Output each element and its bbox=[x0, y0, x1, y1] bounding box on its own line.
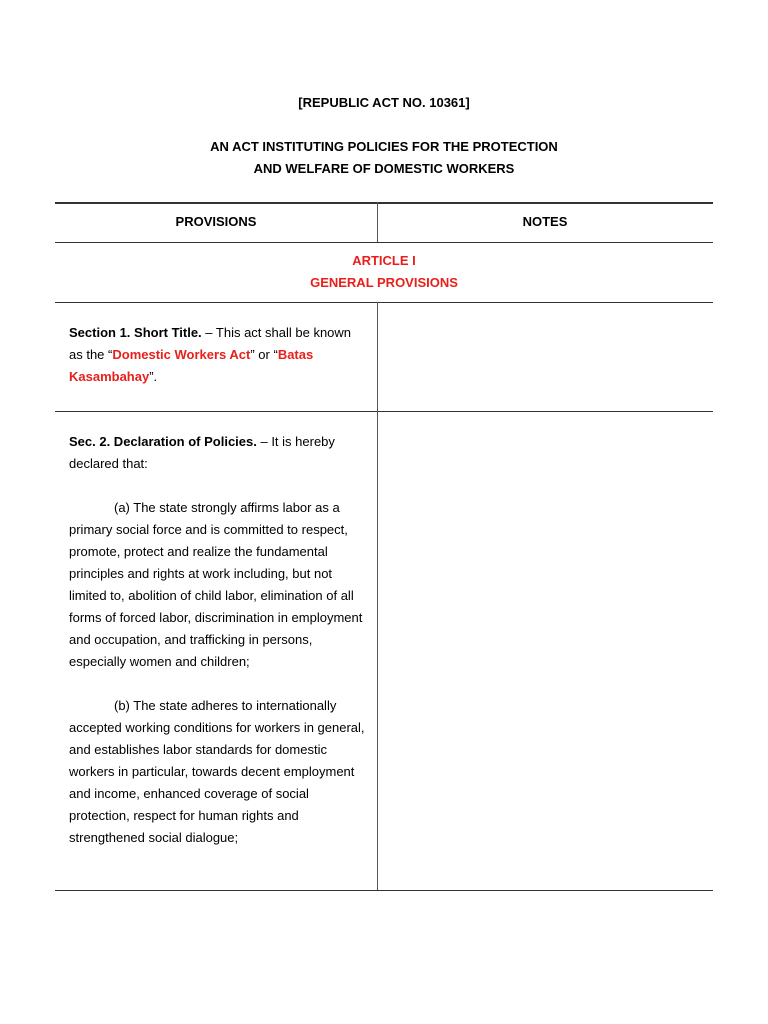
section1-provision bbox=[69, 322, 365, 388]
section1-bottom-rule bbox=[55, 411, 713, 412]
section2-intro: – It is hereby declared that: bbox=[69, 434, 335, 471]
provisions-table bbox=[55, 202, 713, 890]
article-heading bbox=[55, 250, 713, 294]
article-name: GENERAL PROVISIONS bbox=[310, 275, 458, 290]
section1-heading: Section 1. Short Title. bbox=[69, 325, 202, 340]
column-header-provisions: PROVISIONS bbox=[175, 214, 257, 229]
act-number: [REPUBLIC ACT NO. 10361] bbox=[298, 95, 470, 110]
article-number: ARTICLE I bbox=[352, 253, 416, 268]
section2-paragraph-a: (a) The state strongly affirms labor as a primary social force and is committed to respect, promote, protect and realize the fundamental principles and rights at work including, but not limited to, abolition of child labor, elimination of all forms of forced labor, discrimination in employment and occupation, and trafficking in persons, especially women and children; bbox=[69, 500, 363, 669]
body-column-divider bbox=[377, 302, 378, 890]
act-title-line-1: AN ACT INSTITUTING POLICIES FOR THE PROTECTION bbox=[210, 139, 558, 154]
section1-highlight-domestic-workers-act: Domestic Workers Act bbox=[112, 347, 251, 362]
section1-text-b: ” or “ bbox=[250, 347, 278, 362]
section1-highlight-batas-kasambahay: Batas Kasambahay bbox=[69, 347, 314, 384]
section2-heading: Sec. 2. Declaration of Policies. bbox=[69, 434, 257, 449]
section2-paragraph-b: (b) The state adheres to internationally accepted working conditions for workers in general, and establishes labor standards for domestic workers in particular, towards decent employment and income, enhanced coverage of social protection, respect for human rights and strengthened social dialogue; bbox=[69, 698, 365, 845]
table-top-rule bbox=[55, 202, 713, 204]
section2-provision bbox=[69, 431, 365, 849]
section1-text-c: ”. bbox=[149, 369, 158, 384]
section1-text-a: – This act shall be known as the “ bbox=[69, 325, 352, 362]
table-bottom-rule bbox=[55, 890, 713, 891]
act-title-line-2: AND WELFARE OF DOMESTIC WORKERS bbox=[253, 161, 515, 176]
header-bottom-rule bbox=[55, 242, 713, 243]
column-header-notes: NOTES bbox=[522, 214, 568, 229]
article-bottom-rule bbox=[55, 302, 713, 303]
